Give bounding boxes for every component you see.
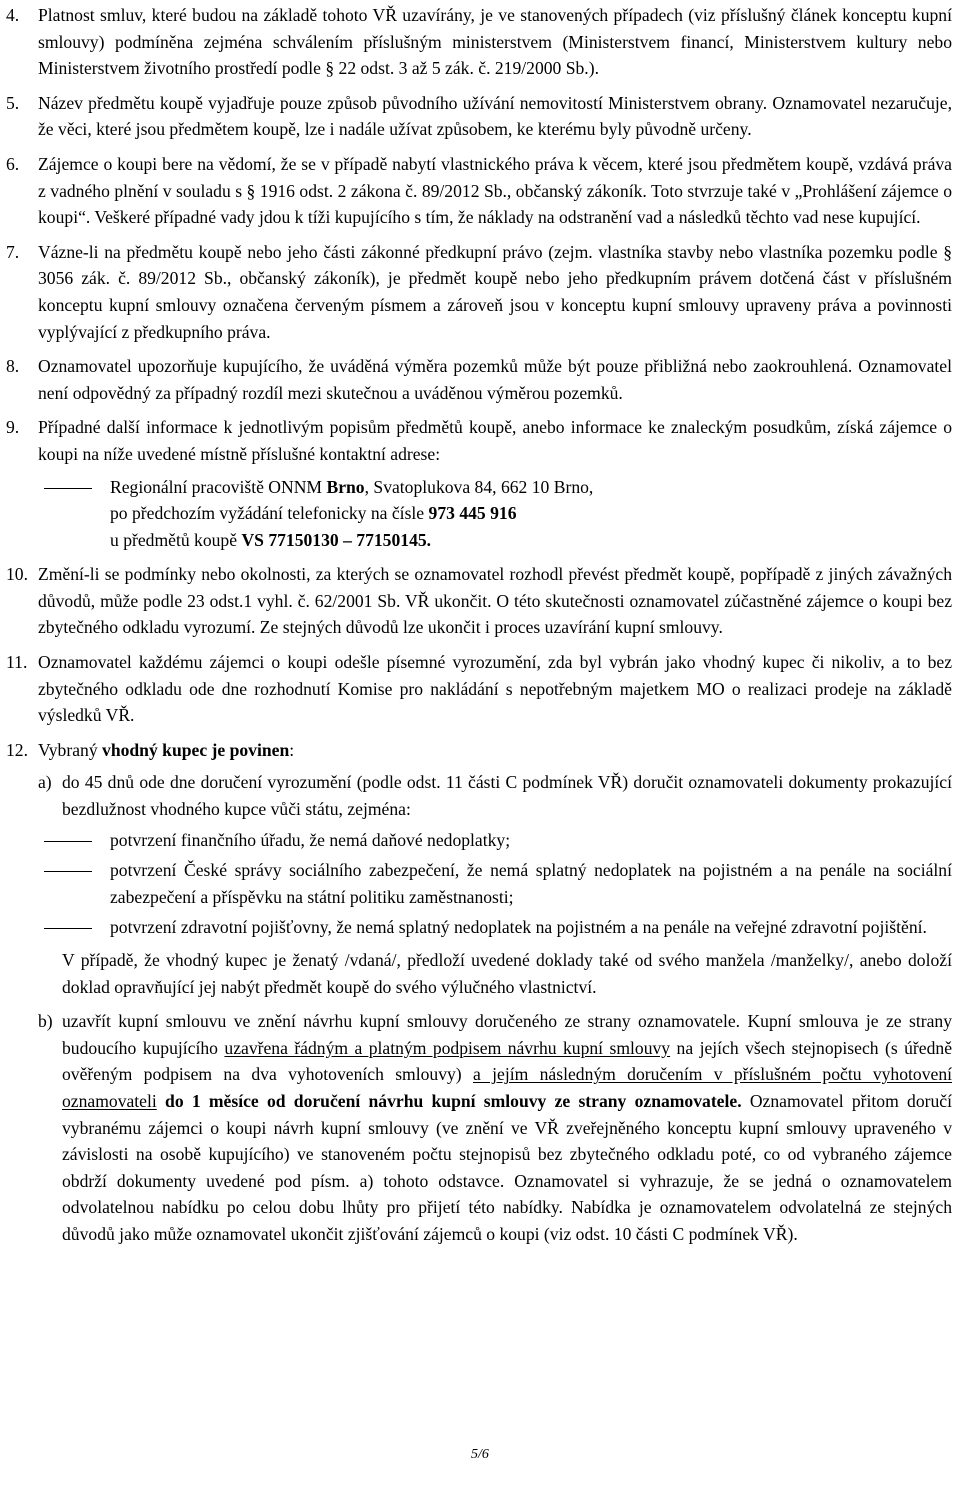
clause-6: [0, 151, 960, 231]
clause-text: Oznamovatel každému zájemci o koupi odešle písemné vyrozumění, zda byl vybrán jako vhodný kupec či nikoliv, a to bez zbytečného odkladu ode dne rozhodnutí Komise pro nakládání s nepotřebným majetkem MO o realizaci prodeje na základě výsledků VŘ.: [38, 652, 952, 726]
clause-text: Platnost smluv, které budou na základě tohoto VŘ uzavírány, je ve stanovených případech (viz příslušný článek konceptu kupní smlouvy) podmíněna zejména schválením příslušným ministerstvem (Ministerstvem financí, Ministerstvem kultury nebo Ministerstvem životního prostředí podle § 22 odst. 3 až 5 zák. č. 219/2000 Sb.).: [38, 5, 952, 79]
page-number: 5/6: [471, 1447, 489, 1462]
contact-line-office: Regionální pracoviště ONNM Brno, Svatoplukova 84, 662 10 Brno,: [110, 476, 594, 497]
clause-text: Název předmětu koupě vyjadřuje pouze způsob původního užívání nemovitostí Ministerstvem obrany. Oznamovatel nezaručuje, že věci, které jsou předmětem koupě, lze i nadále užívat způsobem, ke kterému byly původně určeny.: [38, 92, 952, 140]
clause-number: 6.: [6, 153, 20, 174]
clause-number: 4.: [6, 5, 20, 25]
clause-text: Oznamovatel upozorňuje kupujícího, že uváděná výměra pozemků může být pouze přibližná nebo zaokrouhlená. Oznamovatel není odpovědný za případný rozdíl mezi skutečnou a uváděnou výměrou pozemků.: [38, 356, 952, 403]
clause-number: 12.: [6, 739, 28, 760]
clause-text: Zájemce o koupi bere na vědomí, že se v případě nabytí vlastnického práva k věcem, které jsou předmětem koupě, vzdává práva z vadného plnění v souladu s § 1916 odst. 2 zákona č. 89/2012 Sb., občanský zákoník. Toto stvrzuje také v „Prohlášení zájemce o koupi“. Veškeré případné vady jdou k tíži kupujícího s tím, že náklady na odstranění vad a následků těchto vad nese kupující.: [38, 153, 952, 228]
clause-9: [0, 414, 960, 553]
contact-city: Brno: [326, 476, 365, 497]
deadline-text: do 1 měsíce od doručení návrhu kupní smlouvy ze strany oznamovatele.: [165, 1090, 742, 1111]
subclause-a: [38, 769, 952, 822]
contact-address: [38, 474, 952, 554]
bullet-item: potvrzení České správy sociálního zabezpečení, že nemá splatný nedoplatek na pojistném a na penále na sociální zabezpečení a příspěvku na státní politiku zaměstnanosti;: [38, 857, 952, 910]
clause-4: [0, 2, 960, 82]
contact-line-phone: po předchozím vyžádání telefonicky na čísle 973 445 916: [110, 503, 517, 524]
contact-line-items: u předmětů koupě VS 77150130 – 77150145.: [110, 529, 432, 550]
clause-text: Případné další informace k jednotlivým popisům předmětů koupě, anebo informace ke znaleckým posudkům, získá zájemce o koupi na níže uvedené místně příslušné kontaktní adrese:: [38, 417, 952, 464]
contact-item-range: VS 77150130 – 77150145.: [241, 529, 432, 550]
clause-text: Změní-li se podmínky nebo okolnosti, za kterých se oznamovatel rozhodl převést předmět koupě, popřípadě z jiných závažných důvodů, může podle 23 odst.1 vyhl. č. 62/2001 Sb. VŘ ukončit. O této skutečnosti oznamovatel zúčastněné zájemce o koupi bez zbytečného odkladu vyrozumí. Ze stejných důvodů lze ukončit i proces uzavírání kupní smlouvy.: [38, 564, 952, 638]
clause-number: 9.: [6, 417, 20, 438]
subclause-text: uzavřít kupní smlouvu ve znění návrhu kupní smlouvy doručeného ze strany oznamovatele. Kupní smlouva je ze strany budoucího kupujícího uzavřena řádným a platným podpisem návrhu kupní smlouvy na jejích všech stejnopisech (s úředně ověřeným podpisem na dva vyhotoveních smlouvy) a jejím následným doručením v příslušném počtu vyhotovení oznamovateli do 1 měsíce od doručení návrhu kupní smlouvy ze strany oznamovatele. Oznamovatel přitom doručí vybranému zájemci o koupi návrh kupní smlouvy (ve znění ve VŘ zveřejněného konceptu kupní smlouvy upraveného v závislosti na osobě kupujícího) ve stanoveném počtu stejnopisů bez zbytečného odkladu poté, co od vybraného zájemce obdrží dokumenty uvedené pod písm. a) tohoto odstavce. Oznamovatel si vyhrazuje, že se jedná o oznamovatelem odvolatelnou nabídku po celou dobu lhůty pro přijetí této nabídky. Nabídka je oznamovatelem odvolatelná ze stejných důvodů jako může oznamovatel ukončit zjišťování zájemců o koupi (viz odst. 10 části C podmínek VŘ).: [62, 1011, 953, 1244]
clause-10: [0, 561, 960, 641]
subclause-b: [38, 1008, 952, 1247]
clause-number: 8.: [6, 356, 20, 377]
clause-5: [0, 90, 960, 143]
contact-phone: 973 445 916: [428, 503, 517, 524]
clause-number: 7.: [6, 241, 20, 262]
underlined-text: a jejím následným doručením v příslušném počtu vyhotovení oznamovateli: [62, 1064, 953, 1111]
subclause-label: b): [38, 1011, 53, 1032]
bullet-item: potvrzení zdravotní pojišťovny, že nemá splatný nedoplatek na pojistném a na penále na veřejné zdravotní pojištění.: [38, 914, 952, 941]
spouse-note: V případě, že vhodný kupec je ženatý /vdaná/, předloží uvedené doklady také od svého manžela /manželky/, anebo doloží doklad opravňující jej nabýt předmět koupě do svého výlučného vlastnictví.: [62, 950, 952, 997]
underlined-text: uzavřena řádným a platným podpisem návrhu kupní smlouvy: [224, 1037, 671, 1058]
bullet-item: potvrzení finančního úřadu, že nemá daňové nedoplatky;: [38, 827, 952, 854]
clause-text: Vázne-li na předmětu koupě nebo jeho části zákonné předkupní právo (zejm. vlastníka stavby nebo vlastníka pozemku podle § 3056 zák. č. 89/2012 Sb., občanský zákoník), je předmět koupě nebo jeho předkupním právem dotčená část v příslušném konceptu kupní smlouvy označena červeným písmem a zároveň jsou v konceptu kupní smlouvy upraveny práva a povinnosti vyplývající z předkupního práva.: [38, 241, 952, 342]
clause-title: Vybraný vhodný kupec je povinen:: [38, 739, 295, 760]
clause-number: 5.: [6, 92, 20, 113]
clause-number: 11.: [6, 652, 28, 673]
clause-8: [0, 353, 960, 406]
clause-7: [0, 239, 960, 345]
subclause-label: a): [38, 772, 52, 793]
subclause-text: do 45 dnů ode dne doručení vyrozumění (podle odst. 11 části C podmínek VŘ) doručit oznamovateli dokumenty prokazující bezdlužnost vhodného kupce vůči státu, zejména:: [62, 772, 952, 820]
clause-11: [0, 649, 960, 729]
clause-number: 10.: [6, 564, 28, 585]
clause-12: [0, 737, 960, 1248]
